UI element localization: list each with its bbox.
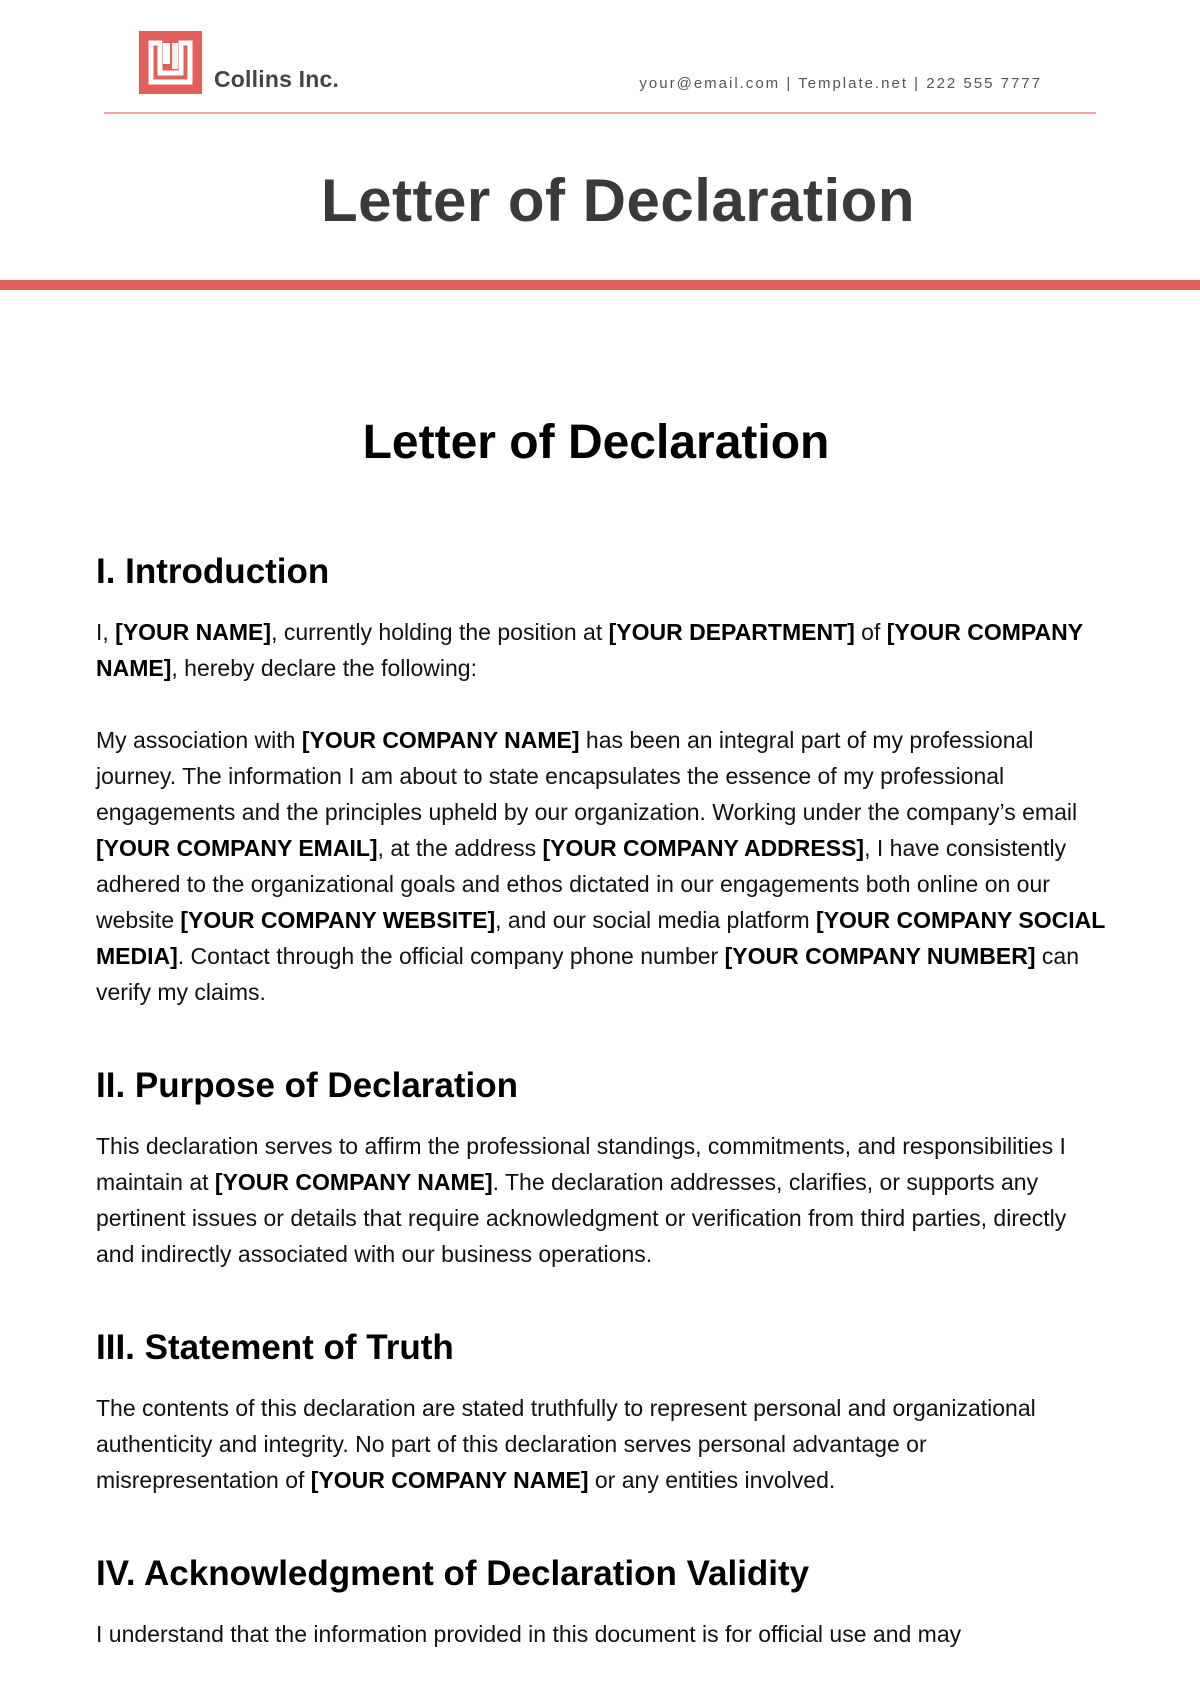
accent-bar (0, 280, 1200, 290)
paragraph: I, [YOUR NAME], currently holding the position at [YOUR DEPARTMENT] of [YOUR COMPANY NAME], hereby declare the following: (96, 619, 1083, 681)
document-title: Letter of Declaration (362, 416, 830, 469)
section-statement-of-truth (96, 1323, 1108, 1498)
logo-glyph-icon (139, 31, 202, 94)
section-heading: III. Statement of Truth (96, 1328, 454, 1367)
company-name: Collins Inc. (214, 66, 340, 92)
placeholder-field: [YOUR DEPARTMENT] (608, 619, 855, 645)
placeholder-field: [YOUR COMPANY NAME] (96, 619, 1083, 681)
placeholder-field: [YOUR COMPANY SOCIAL MEDIA] (96, 907, 1105, 969)
company-logo (139, 31, 202, 94)
placeholder-field: [YOUR COMPANY NUMBER] (724, 943, 1036, 969)
placeholder-field: [YOUR COMPANY EMAIL] (96, 835, 378, 861)
section-introduction (96, 547, 1108, 1010)
paragraph: I understand that the information provided in this document is for official use and may (96, 1621, 962, 1647)
header-title: Letter of Declaration (321, 167, 915, 234)
paragraph: My association with [YOUR COMPANY NAME] has been an integral part of my professional journey. The information I am about to state encapsulates the essence of my professional engagements and the principles upheld by our organization. Working under the company’s email [YOUR COMPANY EMAIL], at the address [YOUR COMPANY ADDRESS], I have consistently adhered to the organizational goals and ethos dictated in our engagements both online on our website [YOUR COMPANY WEBSITE], and our social media platform [YOUR COMPANY SOCIAL MEDIA]. Contact through the official company phone number [YOUR COMPANY NUMBER] can verify my claims. (96, 727, 1105, 1005)
section-heading: II. Purpose of Declaration (96, 1066, 519, 1105)
section-acknowledgment (96, 1549, 1108, 1652)
placeholder-field: [YOUR COMPANY ADDRESS] (542, 835, 865, 861)
paragraph: This declaration serves to affirm the professional standings, commitments, and responsibilities I maintain at [YOUR COMPANY NAME]. The declaration addresses, clarifies, or supports any pertinent issues or details that require acknowledgment or verification from third parties, directly and indirectly associated with our business operations. (96, 1133, 1067, 1267)
letterhead (0, 0, 1200, 300)
document-body (96, 410, 1108, 1652)
placeholder-field: [YOUR COMPANY NAME] (214, 1169, 493, 1195)
placeholder-field: [YOUR COMPANY NAME] (310, 1467, 589, 1493)
contact-info: your@email.com | Template.net | 222 555 7777 (639, 75, 1042, 92)
placeholder-field: [YOUR COMPANY WEBSITE] (180, 907, 496, 933)
section-heading: I. Introduction (96, 552, 330, 591)
header-divider (104, 112, 1096, 114)
paragraph: The contents of this declaration are stated truthfully to represent personal and organizational authenticity and integrity. No part of this declaration serves personal advantage or misrepresentation of [YOUR COMPANY NAME] or any entities involved. (96, 1395, 1036, 1493)
placeholder-field: [YOUR NAME] (115, 619, 272, 645)
section-purpose (96, 1061, 1108, 1272)
section-heading: IV. Acknowledgment of Declaration Validity (96, 1554, 810, 1593)
placeholder-field: [YOUR COMPANY NAME] (301, 727, 580, 753)
